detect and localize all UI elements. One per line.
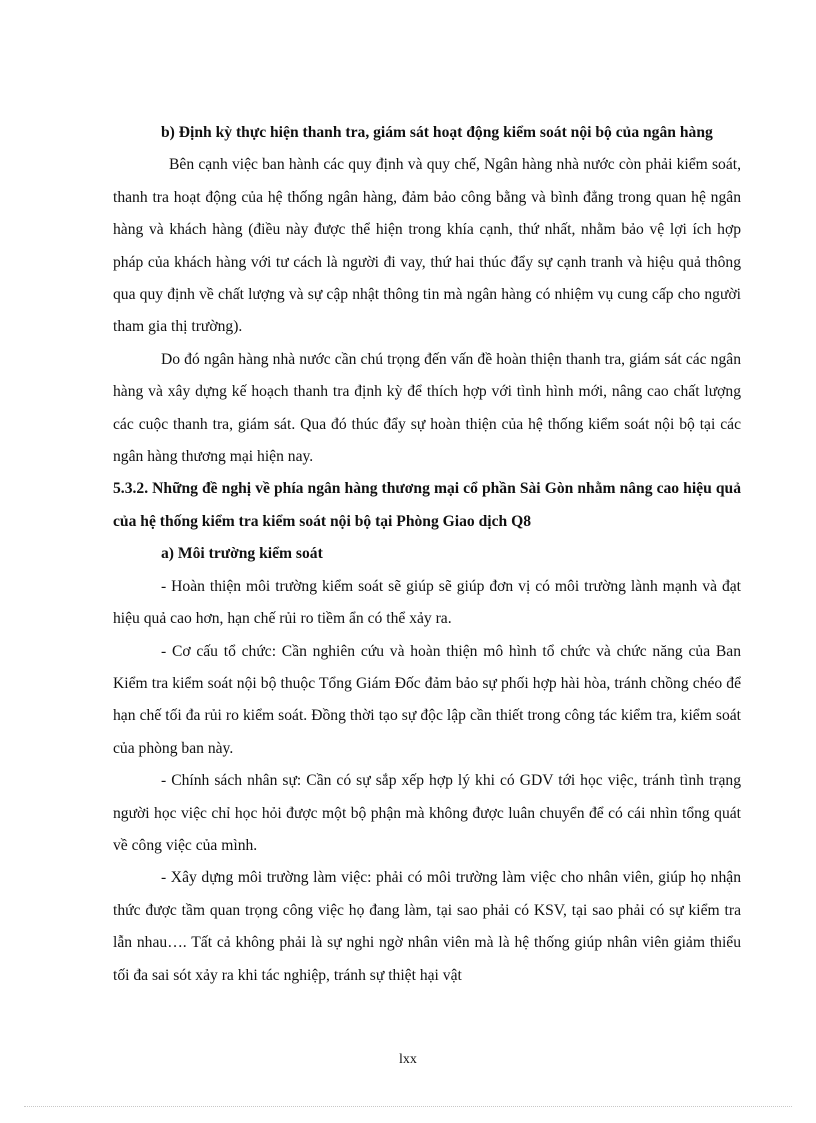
bullet-organization-structure: - Cơ cấu tổ chức: Cần nghiên cứu và hoàn thiện mô hình tổ chức và chức năng của Ban Kiểm tra kiểm soát nội bộ thuộc Tổng Giám Đốc đảm bảo sự phối hợp hài hòa, tránh chồng chéo để hạn chế tối đa rủi ro kiểm soát. Đồng thời tạo sự độc lập cần thiết trong công tác kiểm tra, kiểm soát của phòng ban này. [113, 642, 741, 757]
bullet-work-environment: - Xây dựng môi trường làm việc: phải có môi trường làm việc cho nhân viên, giúp họ nhận thức được tầm quan trọng công việc họ đang làm, tại sao phải có KSV, tại sao phải có sự kiểm tra lẫn nhau…. Tất cả không phải là sự nghi ngờ nhân viên mà là hệ thống giúp nhân viên giảm thiểu tối đa sai sót xảy ra khi tác nghiệp, tránh sự thiệt hại vật [113, 869, 741, 984]
paragraph-1: Bên cạnh việc ban hành các quy định và quy chế, Ngân hàng nhà nước còn phải kiểm soát, thanh tra hoạt động của hệ thống ngân hàng, đảm bảo công bằng và bình đẳng trong quan hệ ngân hàng và khách hàng (điều này được thể hiện trong khía cạnh, thứ nhất, nhằm bảo vệ lợi ích hợp pháp của khách hàng với tư cách là người đi vay, thứ hai thúc đẩy sự cạnh tranh và hiệu quả thông qua quy định về chất lượng và sự cập nhật thông tin mà ngân hàng có nhiệm vụ cung cấp cho người tham gia thị trường). [113, 156, 741, 336]
section-heading: 5.3.2. Những đề nghị về phía ngân hàng thương mại cổ phần Sài Gòn nhằm nâng cao hiệu quả của hệ thống kiểm tra kiểm soát nội bộ tại Phòng Giao dịch Q8 [113, 480, 741, 530]
document-body [113, 117, 741, 992]
page-number: lxx [399, 1052, 417, 1067]
page-bottom-divider [24, 1106, 792, 1107]
paragraph-2: Do đó ngân hàng nhà nước cần chú trọng đến vấn đề hoàn thiện thanh tra, giám sát các ngân hàng và xây dựng kế hoạch thanh tra định kỳ để thích hợp với tình hình mới, nâng cao chất lượng các cuộc thanh tra, giám sát. Qua đó thúc đẩy sự hoàn thiện của hệ thống kiểm soát nội bộ tại các ngân hàng thương mại hiện nay. [113, 350, 741, 466]
bullet-control-environment: - Hoàn thiện môi trường kiểm soát sẽ giúp sẽ giúp đơn vị có môi trường lành mạnh và đạt hiệu quả cao hơn, hạn chế rủi ro tiềm ẩn có thể xảy ra. [113, 577, 741, 628]
subheading-b: b) Định kỳ thực hiện thanh tra, giám sát hoạt động kiểm soát nội bộ của ngân hàng [161, 124, 713, 141]
bullet-personnel-policy: - Chính sách nhân sự: Cần có sự sắp xếp hợp lý khi có GDV tới học việc, tránh tình trạng người học việc chỉ học hỏi được một bộ phận mà không được luân chuyển để có cái nhìn tổng quát về công việc của mình. [113, 772, 741, 854]
subheading-a: a) Môi trường kiểm soát [161, 545, 323, 563]
